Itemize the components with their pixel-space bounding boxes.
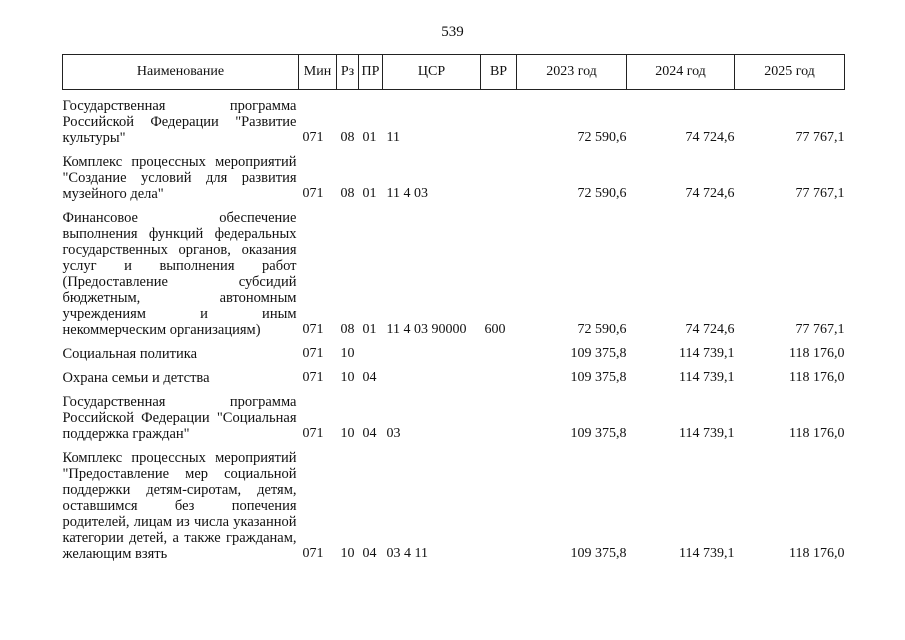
row-2024: 74 724,6 (685, 130, 735, 145)
row-2023: 109 375,8 (570, 426, 627, 441)
row-vr: 600 (484, 322, 506, 337)
row-pr: 04 (362, 426, 377, 441)
row-csr: 03 4 11 (386, 546, 428, 561)
row-csr: 11 4 03 90000 (386, 322, 467, 337)
row-min: 071 (302, 426, 324, 441)
row-name: Социальная политика (62, 346, 198, 362)
row-min: 071 (302, 370, 324, 385)
table-row (63, 346, 845, 362)
row-vr (481, 370, 517, 386)
header-min: Мин (299, 55, 337, 90)
table-row (63, 394, 845, 442)
row-pr (359, 346, 383, 362)
header-rz: Рз (337, 55, 359, 90)
row-2025: 77 767,1 (795, 186, 845, 201)
row-vr (481, 394, 517, 442)
table-row (63, 450, 845, 562)
table-row (63, 370, 845, 386)
table-row (63, 98, 845, 146)
row-name: Охрана семьи и детства (62, 370, 210, 386)
row-pr: 01 (362, 322, 377, 337)
row-rz: 10 (340, 426, 355, 441)
table-header-row (63, 55, 845, 90)
row-2024: 114 739,1 (679, 346, 735, 361)
row-vr (481, 346, 517, 362)
row-name: Государственная программа Российской Федерации "Развитие культуры" (62, 98, 297, 146)
row-csr (383, 370, 481, 386)
row-vr (481, 98, 517, 146)
row-2023: 72 590,6 (577, 322, 627, 337)
row-2025: 77 767,1 (795, 130, 845, 145)
header-2024: 2024 год (627, 55, 735, 90)
row-pr: 04 (362, 370, 377, 385)
header-2025: 2025 год (735, 55, 845, 90)
header-vr: ВР (481, 55, 517, 90)
budget-table (62, 54, 845, 562)
row-min: 071 (302, 346, 324, 361)
row-name: Финансовое обеспечение выполнения функций федеральных государственных органов, оказания услуг и выполнения работ (Предоставление субсидий бюджетным, автономным учреждениям и иным некоммерческим организациям) (62, 210, 297, 338)
row-csr: 11 (386, 130, 400, 145)
row-rz: 10 (340, 546, 355, 561)
row-vr (481, 154, 517, 202)
row-csr (383, 346, 481, 362)
row-name: Комплекс процессных мероприятий "Предоставление мер социальной поддержки детям-сиротам, детям, оставшимся без попечения родителей, лицам из числа указанной категории детей, а также гражданам, желающим взять (62, 450, 297, 562)
row-2023: 109 375,8 (570, 370, 627, 385)
row-2023: 109 375,8 (570, 546, 627, 561)
row-2023: 72 590,6 (577, 186, 627, 201)
row-csr: 11 4 03 (386, 186, 428, 201)
header-name: Наименование (63, 55, 299, 90)
row-2024: 74 724,6 (685, 322, 735, 337)
row-2023: 109 375,8 (570, 346, 627, 361)
row-rz: 08 (340, 130, 355, 145)
row-rz: 10 (340, 346, 355, 361)
row-pr: 01 (362, 186, 377, 201)
header-csr: ЦСР (383, 55, 481, 90)
row-2024: 74 724,6 (685, 186, 735, 201)
row-pr: 01 (362, 130, 377, 145)
row-pr: 04 (362, 546, 377, 561)
row-min: 071 (302, 546, 324, 561)
row-2025: 118 176,0 (789, 370, 845, 385)
row-2025: 118 176,0 (789, 426, 845, 441)
header-pr: ПР (359, 55, 383, 90)
table-row (63, 210, 845, 338)
row-min: 071 (302, 130, 324, 145)
row-2025: 118 176,0 (789, 346, 845, 361)
row-2023: 72 590,6 (577, 130, 627, 145)
row-2024: 114 739,1 (679, 546, 735, 561)
row-min: 071 (302, 186, 324, 201)
row-name: Государственная программа Российской Федерации "Социальная поддержка граждан" (62, 394, 297, 442)
header-2023: 2023 год (517, 55, 627, 90)
row-2024: 114 739,1 (679, 426, 735, 441)
row-csr: 03 (386, 426, 401, 441)
row-2024: 114 739,1 (679, 370, 735, 385)
page-number: 539 (441, 24, 464, 40)
row-vr (481, 450, 517, 562)
row-min: 071 (302, 322, 324, 337)
row-rz: 10 (340, 370, 355, 385)
row-name: Комплекс процессных мероприятий "Создание условий для развития музейного дела" (62, 154, 297, 202)
row-rz: 08 (340, 186, 355, 201)
row-rz: 08 (340, 322, 355, 337)
row-2025: 77 767,1 (795, 322, 845, 337)
row-2025: 118 176,0 (789, 546, 845, 561)
table-row (63, 154, 845, 202)
